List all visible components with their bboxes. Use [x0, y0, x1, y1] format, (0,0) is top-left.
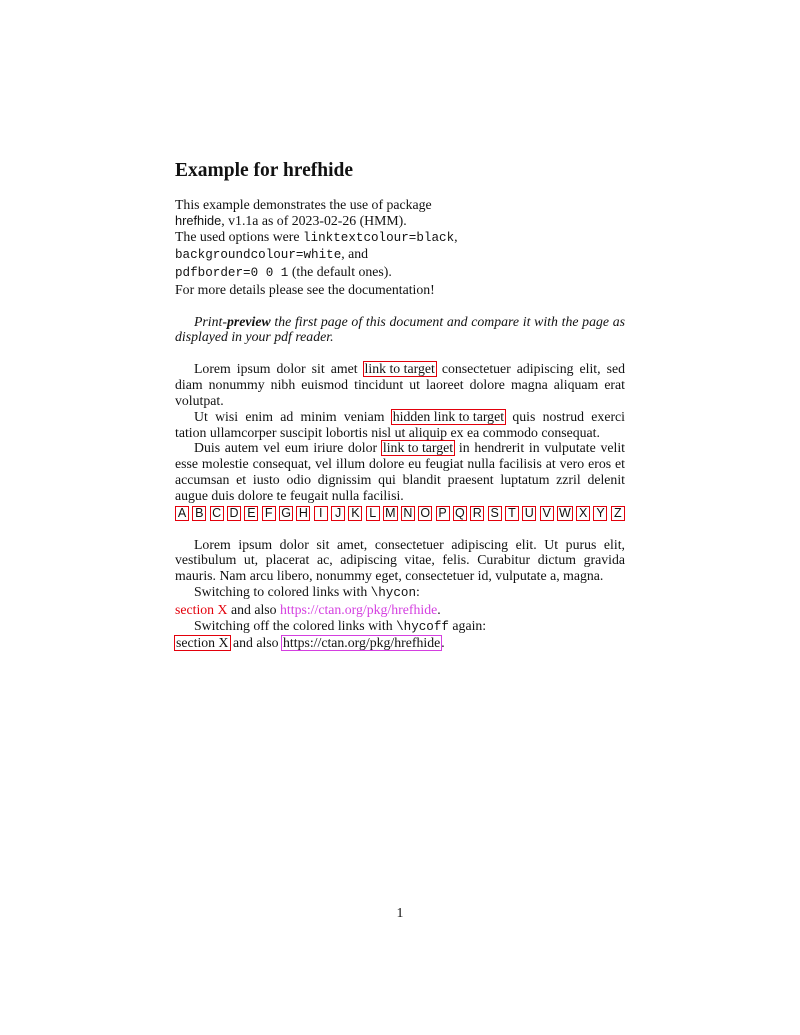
- alphabet-link-b[interactable]: B: [192, 506, 206, 521]
- alphabet-link-j[interactable]: J: [331, 506, 345, 521]
- page-title: Example for hrefhide: [175, 160, 354, 181]
- alphabet-link-z[interactable]: Z: [611, 506, 625, 521]
- hycoff-command: \hycoff: [396, 619, 449, 634]
- intro-line1: This example demonstrates the use of package: [175, 197, 432, 212]
- para3-after: in hendrerit in vulputate velit esse molestie consequat, vel illum dolore eu feugiat nulla facilisis at vero eros et accumsan et iusto odio dignissim qui blandit praesent luptatum zzril delenit augue duis dolore te feugait nulla facilisi.: [175, 440, 625, 503]
- colored-switch-text: Switching to colored links with: [194, 583, 371, 599]
- page-number: 1: [396, 905, 404, 920]
- para2-after: quis nostrud exerci tation ullamcorper suscipit lobortis nisl ut aliquip ex ea commodo consequat.: [175, 408, 625, 440]
- section-x-boxed-link[interactable]: section X: [176, 635, 229, 651]
- alphabet-link-p[interactable]: P: [436, 506, 450, 521]
- package-name: hrefhide: [175, 212, 222, 228]
- spacer: [175, 345, 625, 361]
- ctan-url-boxed-link[interactable]: https://ctan.org/pkg/hrefhide: [283, 635, 441, 651]
- option-backgroundcolour: backgroundcolour=white: [175, 248, 342, 263]
- uncolored-switch-text: Switching off the colored links with: [194, 617, 397, 633]
- note-part2: the first page of this document and compare it with the page as displayed in your pdf reader.: [175, 313, 625, 345]
- options-and: , and: [341, 246, 369, 262]
- alphabet-link-u[interactable]: U: [522, 506, 536, 521]
- alphabet-link-c[interactable]: C: [210, 506, 224, 521]
- note-bold: preview: [226, 313, 271, 329]
- intro-paragraph: [175, 197, 625, 298]
- alphabet-link-a[interactable]: A: [175, 506, 189, 521]
- alphabet-link-l[interactable]: L: [366, 506, 380, 521]
- alphabet-link-m[interactable]: M: [385, 505, 396, 520]
- paragraph-4: Lorem ipsum dolor sit amet, consectetuer adipiscing elit. Ut purus elit, vestibulum ut, placerat ac, adipiscing vitae, felis. Curabitur dictum gravida mauris. Nam arcu libero, nonummy eget, consectetuer id, vulputate a, magna.: [175, 536, 625, 584]
- options-prefix: The used options were: [175, 228, 303, 244]
- hidden-link-to-target[interactable]: hidden link to target: [392, 408, 505, 424]
- alphabet-link-i[interactable]: I: [314, 506, 328, 521]
- colored-switch-line: [175, 584, 625, 602]
- document-page: [175, 160, 625, 651]
- uncolored-period: .: [441, 635, 445, 651]
- alphabet-link-t[interactable]: T: [505, 506, 519, 521]
- colored-colon: :: [416, 583, 420, 599]
- alphabet-link-d[interactable]: D: [227, 506, 241, 521]
- alphabet-link-g[interactable]: G: [279, 506, 293, 521]
- options-comma: ,: [454, 228, 458, 244]
- para2-before: Ut wisi enim ad minim veniam: [194, 408, 392, 424]
- para1-before: Lorem ipsum dolor sit amet: [194, 360, 364, 376]
- colored-and-also: and also: [227, 601, 280, 617]
- section-x-colored-link[interactable]: section X: [175, 601, 228, 617]
- details-text: For more details please see the documentation!: [175, 281, 435, 297]
- alphabet-link-n[interactable]: N: [401, 506, 415, 521]
- default-text: (the default ones).: [288, 264, 392, 280]
- colored-links-line: [175, 602, 625, 618]
- alphabet-link-k[interactable]: K: [348, 506, 362, 521]
- uncolored-switch-line: [175, 618, 625, 636]
- option-linktextcolour: linktextcolour=black: [302, 230, 455, 245]
- spacer: [175, 521, 625, 537]
- alphabet-link-row: [175, 506, 625, 521]
- option-pdfborder: pdfborder=0 0 1: [175, 266, 289, 281]
- alphabet-link-w[interactable]: W: [558, 505, 571, 520]
- uncolored-again: again:: [448, 617, 487, 633]
- preview-note: [175, 314, 625, 346]
- note-part1: Print-: [194, 313, 227, 329]
- uncolored-links-line: [175, 635, 625, 651]
- alphabet-link-x[interactable]: X: [576, 506, 590, 521]
- alphabet-link-y[interactable]: Y: [593, 506, 607, 521]
- ctan-url-colored-link[interactable]: https://ctan.org/pkg/hrefhide: [280, 601, 438, 617]
- version-text: , v1.1a as of 2023-02-26 (HMM).: [221, 212, 407, 228]
- paragraph-3: [175, 440, 625, 503]
- alphabet-link-s[interactable]: S: [488, 506, 502, 521]
- uncolored-and-also: and also: [229, 635, 282, 651]
- alphabet-link-q[interactable]: Q: [453, 506, 467, 521]
- alphabet-link-f[interactable]: F: [262, 506, 276, 521]
- alphabet-link-e[interactable]: E: [244, 506, 258, 521]
- alphabet-link-h[interactable]: H: [296, 506, 310, 521]
- alphabet-link-o[interactable]: O: [418, 506, 432, 521]
- paragraph-2: [175, 409, 625, 441]
- colored-period: .: [437, 601, 441, 617]
- spacer: [175, 298, 625, 314]
- para3-before: Duis autem vel eum iriure dolor: [194, 440, 382, 456]
- alphabet-link-v[interactable]: V: [540, 506, 554, 521]
- hycon-command: \hycon: [370, 585, 417, 600]
- link-to-target-1[interactable]: link to target: [364, 360, 435, 376]
- paragraph-1: [175, 361, 625, 409]
- link-to-target-2[interactable]: link to target: [382, 440, 454, 456]
- alphabet-link-r[interactable]: R: [470, 506, 484, 521]
- para1-after: consectetuer adipiscing elit, sed diam nonummy nibh euismod tincidunt ut laoreet dolore magna aliquam erat volutpat.: [175, 360, 625, 408]
